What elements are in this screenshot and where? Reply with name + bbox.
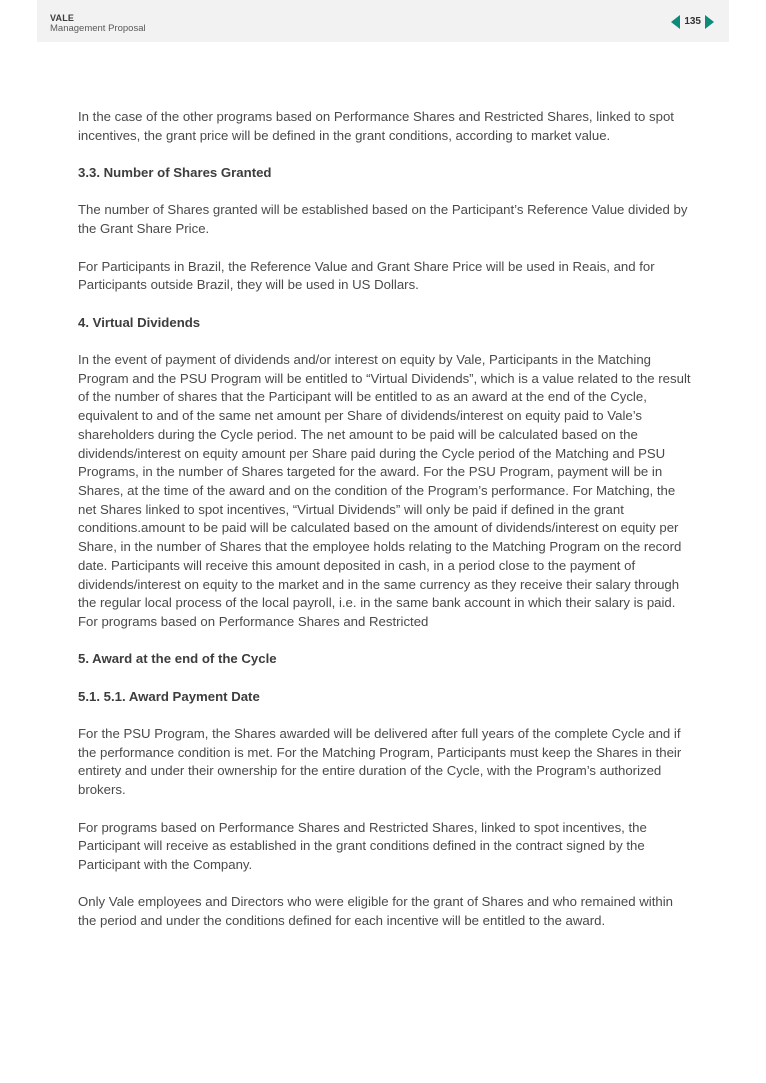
document-body [78, 108, 694, 949]
heading-award-end-of-cycle: 5. Award at the end of the Cycle [78, 651, 277, 667]
heading-award-payment-date: 5.1. 5.1. Award Payment Date [78, 688, 260, 704]
heading-virtual-dividends: 4. Virtual Dividends [78, 314, 201, 330]
paragraph-virtual-dividends: In the event of payment of dividends and/or interest on equity by Vale, Participants in the Matching Program and the PSU Program will be entitled to “Virtual Dividends”, which is a value related to the result of the number of shares that the Participant will be entitled to as an award at the end of the Cycle, equivalent to and of the same net amount per Share of dividends/interest on equity paid to Vale’s shareholders during the Cycle period. The net amount to be paid will be calculated based on the dividends/interest on equity amount per Share paid during the Cycle period of the Matching and PSU Programs, in the number of Shares targeted for the award. For the PSU Program, payment will be in Shares, at the time of the award and on the condition of the Program’s performance. For Matching, the net Shares linked to spot incentives, “Virtual Dividends” will only be paid if defined in the grant conditions.amount to be paid will be calculated based on the amount of dividends/interest on equity per Share, in the number of Shares that the employee holds relating to the Matching Program on the record date. Participants will receive this amount deposited in cash, in a period close to the payment of dividends/interest on equity to the market and in the same currency as they receive their salary through the regular local process of the local payroll, i.e. in the same bank account in which their salary is paid. For programs based on Performance Shares and Restricted [78, 352, 691, 629]
document-subtitle: Management Proposal [50, 23, 146, 34]
paragraph-grant-price: In the case of the other programs based on Performance Shares and Restricted Shares, linked to spot incentives, the grant price will be defined in the grant conditions, according to market value. [78, 109, 674, 143]
page-number: 135 [684, 16, 701, 27]
previous-page-icon[interactable] [671, 15, 680, 29]
next-page-icon[interactable] [705, 15, 714, 29]
heading-number-of-shares-granted: 3.3. Number of Shares Granted [78, 165, 272, 181]
page-navigator [671, 14, 714, 30]
brand-name: VALE [50, 13, 75, 23]
paragraph-performance-shares-award: For programs based on Performance Shares and Restricted Shares, linked to spot incentives, the Participant will receive as established in the grant conditions defined in the contract signed by the Participant with the Company. [78, 819, 647, 872]
paragraph-eligibility: Only Vale employees and Directors who were eligible for the grant of Shares and who remained within the period and under the conditions defined for each incentive will be entitled to the award. [78, 894, 673, 929]
page-header [37, 0, 729, 42]
paragraph-currency: For Participants in Brazil, the Reference Value and Grant Share Price will be used in Reais, and for Participants outside Brazil, they will be used in US Dollars. [78, 258, 655, 293]
paragraph-shares-granted: The number of Shares granted will be established based on the Participant’s Reference Value divided by the Grant Share Price. [78, 202, 688, 237]
paragraph-psu-delivery: For the PSU Program, the Shares awarded will be delivered after full years of the complete Cycle and if the performance condition is met. For the Matching Program, Participants must keep the Shares in their entirety and under their ownership for the entire duration of the Cycle, with the Program’s authorized brokers. [78, 726, 682, 798]
